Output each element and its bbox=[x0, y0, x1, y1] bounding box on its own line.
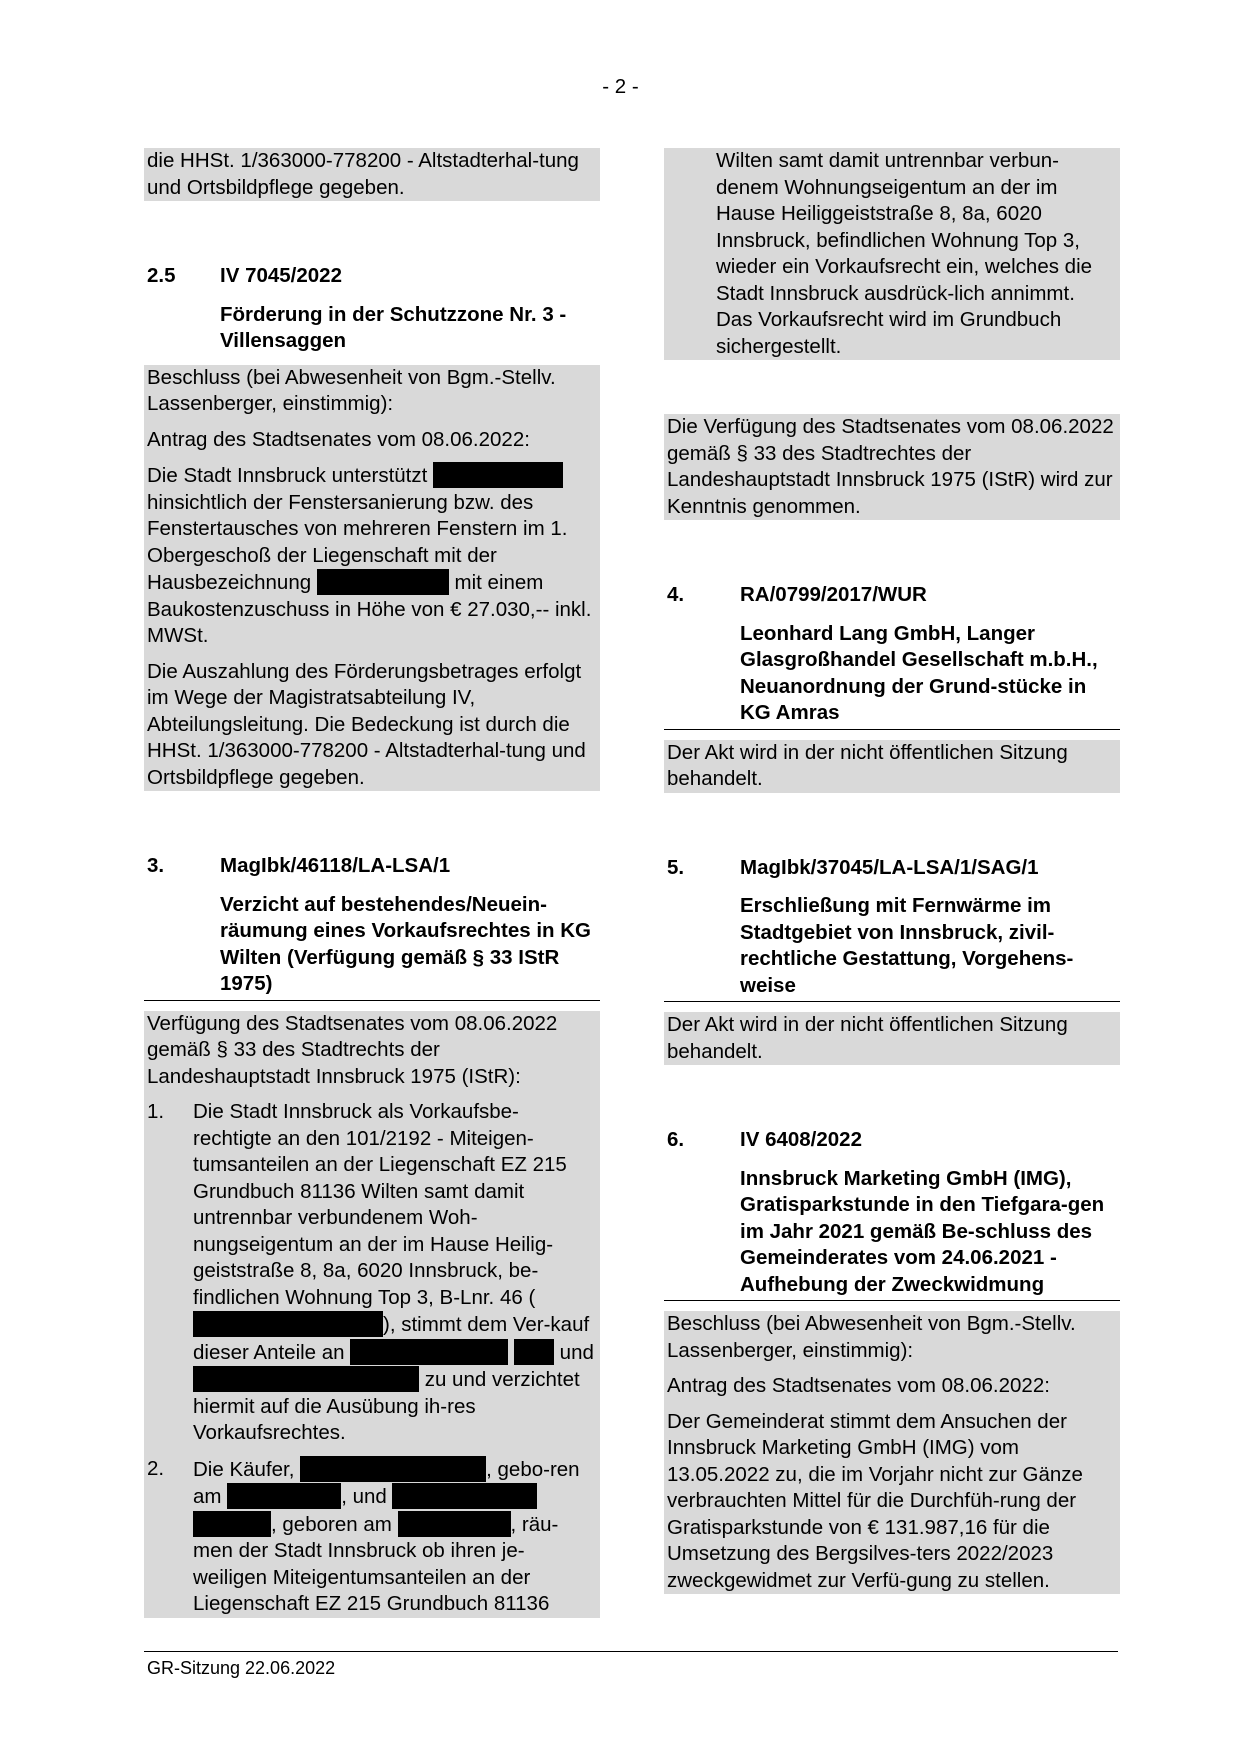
right-column bbox=[664, 148, 1120, 1594]
section-text: Der Akt wird in der nicht öffentlichen Sitzung behandelt. bbox=[667, 1013, 1068, 1063]
continuation-block bbox=[664, 148, 1120, 360]
section-text: Der Gemeinderat stimmt dem Ansuchen der Innsbruck Marketing GmbH (IMG) vom 13.05.2022 zu, die im Vorjahr nicht zur Gänze verbrauchten Mittel für die Durchfüh-rung der Gratisparkstunde von € 131.987,16 für die Umsetzung des Bergsilves-ters 2022/2023 zweckgewidmet zur Verfü-gung zu stellen. bbox=[667, 1409, 1083, 1592]
auszahlung-paragraph: Die Auszahlung des Förderungsbetrages erfolgt im Wege der Magistratsabteilung IV, Abteilungsleitung. Die Bedeckung ist durch die HHSt. 1/363000-778200 - Altstadterhal-tung und Ortsbildpflege gegeben. bbox=[147, 659, 586, 789]
continuation-text: Wilten samt damit untrennbar verbun-denem Wohnungseigentum an der im Hause Heiliggeiststraße 8, 8a, 6020 Innsbruck, befindlichen Wohnung Top 3, wieder ein Vorkaufsrecht ein, welches die Stadt Innsbruck ausdrück-lich annimmt. Das Vorkaufsrecht wird im Grundbuch sichergestellt. bbox=[716, 149, 1093, 358]
redaction-bar bbox=[514, 1339, 554, 1365]
redaction-bar bbox=[227, 1483, 341, 1509]
redaction-bar bbox=[193, 1311, 383, 1337]
section-reference: RA/0799/2017/WUR bbox=[740, 583, 927, 606]
antrag-text: Antrag des Stadtsenates vom 08.06.2022: bbox=[147, 427, 530, 451]
section-reference: MagIbk/37045/LA-LSA/1/SAG/1 bbox=[740, 855, 1039, 879]
section-title: Innsbruck Marketing GmbH (IMG), Gratisparkstunde in den Tiefgara-gen im Jahr 2021 gemäß Be-schluss des Gemeinderates vom 24.06.2021 - Aufhebung der Zweckwidmung bbox=[740, 1166, 1105, 1296]
section-5-body bbox=[664, 1012, 1120, 1065]
section-2-5-body bbox=[144, 365, 600, 792]
redaction-bar bbox=[433, 462, 563, 488]
antrag-text: Antrag des Stadtsenates vom 08.06.2022: bbox=[667, 1374, 1050, 1397]
section-text: Der Akt wird in der nicht öffentlichen Sitzung behandelt. bbox=[667, 740, 1068, 790]
beschluss-text: Beschluss (bei Abwesenheit von Bgm.-Stellv. Lassenberger, einstimmig): bbox=[667, 1312, 1076, 1362]
section-5-heading bbox=[664, 855, 1120, 1003]
redaction-bar bbox=[193, 1366, 419, 1392]
redaction-bar bbox=[300, 1456, 486, 1482]
section-title: Erschließung mit Fernwärme im Stadtgebiet von Innsbruck, zivil-rechtliche Gestattung, Vorgehens-weise bbox=[740, 894, 1074, 997]
section-3-body bbox=[144, 1011, 600, 1618]
redaction-bar bbox=[350, 1339, 508, 1365]
section-4-heading bbox=[664, 582, 1120, 730]
section-6-heading bbox=[664, 1127, 1120, 1301]
section-2-5-heading bbox=[144, 263, 600, 355]
verfuegung-list bbox=[147, 1099, 597, 1618]
section-number: 2.5 bbox=[147, 264, 176, 287]
section-number: 6. bbox=[667, 1128, 685, 1151]
section-number: 4. bbox=[667, 583, 685, 606]
redaction-bar bbox=[193, 1511, 271, 1537]
section-reference: IV 7045/2022 bbox=[220, 264, 342, 287]
kenntnis-block bbox=[664, 414, 1120, 520]
section-6-body bbox=[664, 1311, 1120, 1594]
redaction-bar bbox=[317, 569, 449, 595]
left-top-text: die HHSt. 1/363000-778200 - Altstadterhal-tung und Ortsbildpflege gegeben. bbox=[147, 149, 579, 199]
footer-divider bbox=[144, 1651, 1118, 1652]
redaction-bar bbox=[392, 1483, 537, 1509]
section-reference: IV 6408/2022 bbox=[740, 1128, 862, 1151]
page-number: - 2 - bbox=[602, 75, 639, 98]
section-title: Förderung in der Schutzzone Nr. 3 - Villensaggen bbox=[220, 302, 567, 352]
section-number: 5. bbox=[667, 855, 685, 879]
redaction-bar bbox=[398, 1511, 511, 1537]
section-reference: MagIbk/46118/LA-LSA/1 bbox=[220, 854, 451, 877]
left-top-text-block bbox=[144, 148, 600, 201]
foerderung-paragraph: Die Stadt Innsbruck unterstützt hinsichtlich der Fenstersanierung bzw. des Fenstertausches von mehreren Fenstern im 1. Obergeschoß der Liegenschaft mit der Hausbezeichnung mit einem Baukostenzuschuss in Höhe von € 27.030,-- inkl. MWSt. bbox=[147, 464, 592, 647]
kenntnis-text: Die Verfügung des Stadtsenates vom 08.06.2022 gemäß § 33 des Stadtrechtes der Landeshauptstadt Innsbruck 1975 (IStR) wird zur Kenntnis genommen. bbox=[667, 415, 1114, 518]
section-3-heading bbox=[144, 853, 600, 1001]
list-item: 1. Die Stadt Innsbruck als Vorkaufsbe-rechtigte an den 101/2192 - Miteigen-tumsanteilen an der Liegenschaft EZ 215 Grundbuch 81136 Wilten samt damit untrennbar verbundenem Woh-nungseigentum an der im Hause Heilig-geiststraße 8, 8a, 6020 Innsbruck, be-findlichen Wohnung Top 3, B-Lnr. 46 (), stimmt dem Ver-kauf dieser Anteile an und zu und verzichtet hiermit auf die Ausübung ih-res Vorkaufsrechtes. bbox=[147, 1100, 594, 1444]
footer-text: GR-Sitzung 22.06.2022 bbox=[147, 1658, 336, 1678]
section-title: Leonhard Lang GmbH, Langer Glasgroßhandel Gesellschaft m.b.H., Neuanordnung der Grund-stücke in KG Amras bbox=[740, 621, 1098, 724]
list-item: 2. Die Käufer, , gebo-ren am , und , geboren am , räu-men der Stadt Innsbruck ob ihren je-weiligen Miteigentumsanteilen an der Liegenschaft EZ 215 Grundbuch 81136 bbox=[147, 1456, 580, 1615]
section-title: Verzicht auf bestehendes/Neuein-räumung eines Vorkaufsrechtes in KG Wilten (Verfügung gemäß § 33 IStR 1975) bbox=[220, 892, 592, 995]
section-4-body bbox=[664, 740, 1120, 793]
left-column bbox=[144, 148, 600, 1618]
verfuegung-text: Verfügung des Stadtsenates vom 08.06.2022 gemäß § 33 des Stadtrechts der Landeshauptstadt Innsbruck 1975 (IStR): bbox=[147, 1011, 558, 1088]
section-number: 3. bbox=[147, 854, 165, 877]
beschluss-text: Beschluss (bei Abwesenheit von Bgm.-Stellv. Lassenberger, einstimmig): bbox=[147, 365, 556, 415]
